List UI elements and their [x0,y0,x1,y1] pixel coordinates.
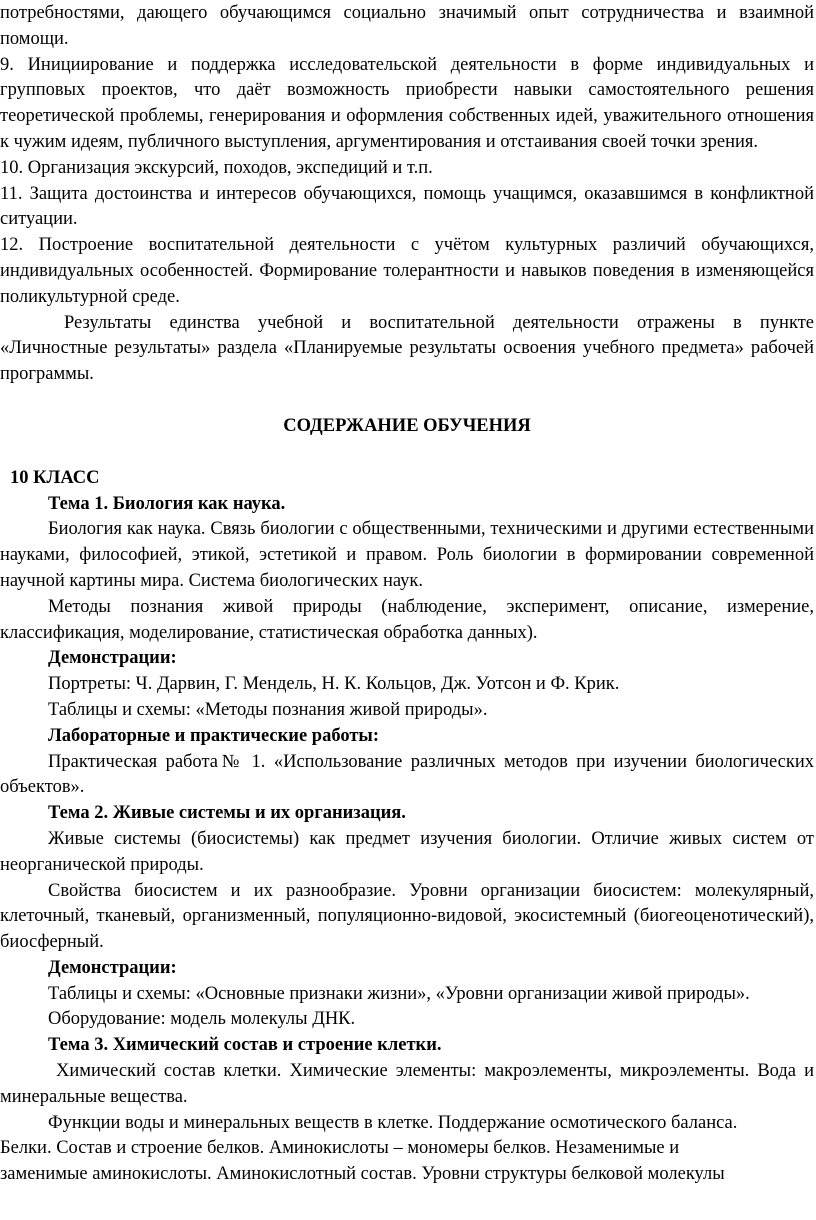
topic-2-demo-tables: Таблицы и схемы: «Основные признаки жизни», «Уровни организации живой природы». [48,983,750,1004]
spacer [0,388,814,414]
section-title: СОДЕРЖАНИЕ ОБУЧЕНИЯ [283,415,531,436]
topic-1-title: Тема 1. Биология как наука. [48,493,286,514]
topic-1-paragraph-1: Биология как наука. Связь биологии с общественными, техническими и другими естественными науками, философией, этикой, эстетикой и правом. Роль биологии в формировании современной научной картины мира. Система биологических наук. [0,519,814,591]
topic-2-demo-label: Демонстрации: [48,957,177,978]
class-title: 10 КЛАСС [10,467,100,488]
topic-2-demo-equipment: Оборудование: модель молекулы ДНК. [48,1009,356,1030]
topic-3-paragraph-2-line-2: Белки. Состав и строение белков. Аминокислоты – мономеры белков. Незаменимые и [0,1138,680,1159]
topic-1-lab-label: Лабораторные и практические работы: [48,725,380,746]
paragraph-item-10: 10. Организация экскурсий, походов, экспедиций и т.п. [0,157,433,178]
spacer [0,440,814,466]
paragraph-item-9: 9. Инициирование и поддержка исследовательской деятельности в форме индивидуальных и групповых проектов, что даёт возможность приобрести навыки самостоятельного решения теоретической проблемы, генерирования и оформления собственных идей, уважительного отношения к чужим идеям, публичного выступления, аргументирования и отстаивания своей точки зрения. [0,54,814,152]
topic-1-demo-label: Демонстрации: [48,648,177,669]
topic-1-demo-portraits: Портреты: Ч. Дарвин, Г. Мендель, Н. К. Кольцов, Дж. Уотсон и Ф. Крик. [48,674,620,695]
topic-2-paragraph-2: Свойства биосистем и их разнообразие. Уровни организации биосистем: молекулярный, клеточный, тканевый, организменный, популяционно-видовой, экосистемный (биогеоценотический), биосферный. [0,880,814,953]
topic-3-paragraph-2-line-1: Функции воды и минеральных веществ в клетке. Поддержание осмотического баланса. [48,1112,738,1133]
topic-3-paragraph-2-line-3: заменимые аминокислоты. Аминокислотный состав. Уровни структуры белковой молекулы [0,1164,725,1185]
paragraph-results: Результаты единства учебной и воспитательной деятельности отражены в пункте «Личностные результаты» раздела «Планируемые результаты освоения учебного предмета» рабочей программы. [0,312,814,385]
topic-1-lab-work: Практическая работа№ 1. «Использование различных методов при изучении биологических объектов». [0,751,814,798]
topic-3-title: Тема 3. Химический состав и строение клетки. [48,1035,442,1056]
topic-1-demo-tables: Таблицы и схемы: «Методы познания живой природы». [48,699,488,720]
topic-1-paragraph-2: Методы познания живой природы (наблюдение, эксперимент, описание, измерение, классификация, моделирование, статистическая обработка данных). [0,596,814,643]
topic-2-title: Тема 2. Живые системы и их организация. [48,803,406,824]
paragraph-item-12: 12. Построение воспитательной деятельности с учётом культурных различий обучающихся, индивидуальных особенностей. Формирование толерантности и навыков поведения в изменяющейся поликультурной среде. [0,235,814,307]
topic-3-paragraph-1: Химический состав клетки. Химические элементы: макроэлементы, микроэлементы. Вода и минеральные вещества. [0,1061,814,1107]
paragraph-continuation: потребностями, дающего обучающимся социально значимый опыт сотрудничества и взаимной помощи. [0,3,814,49]
topic-2-paragraph-1: Живые системы (биосистемы) как предмет изучения биологии. Отличие живых систем от неорганической природы. [0,828,814,875]
document-body [0,1,814,1188]
paragraph-item-11: 11. Защита достоинства и интересов обучающихся, помощь учащимся, оказавшимся в конфликтной ситуации. [0,183,814,230]
